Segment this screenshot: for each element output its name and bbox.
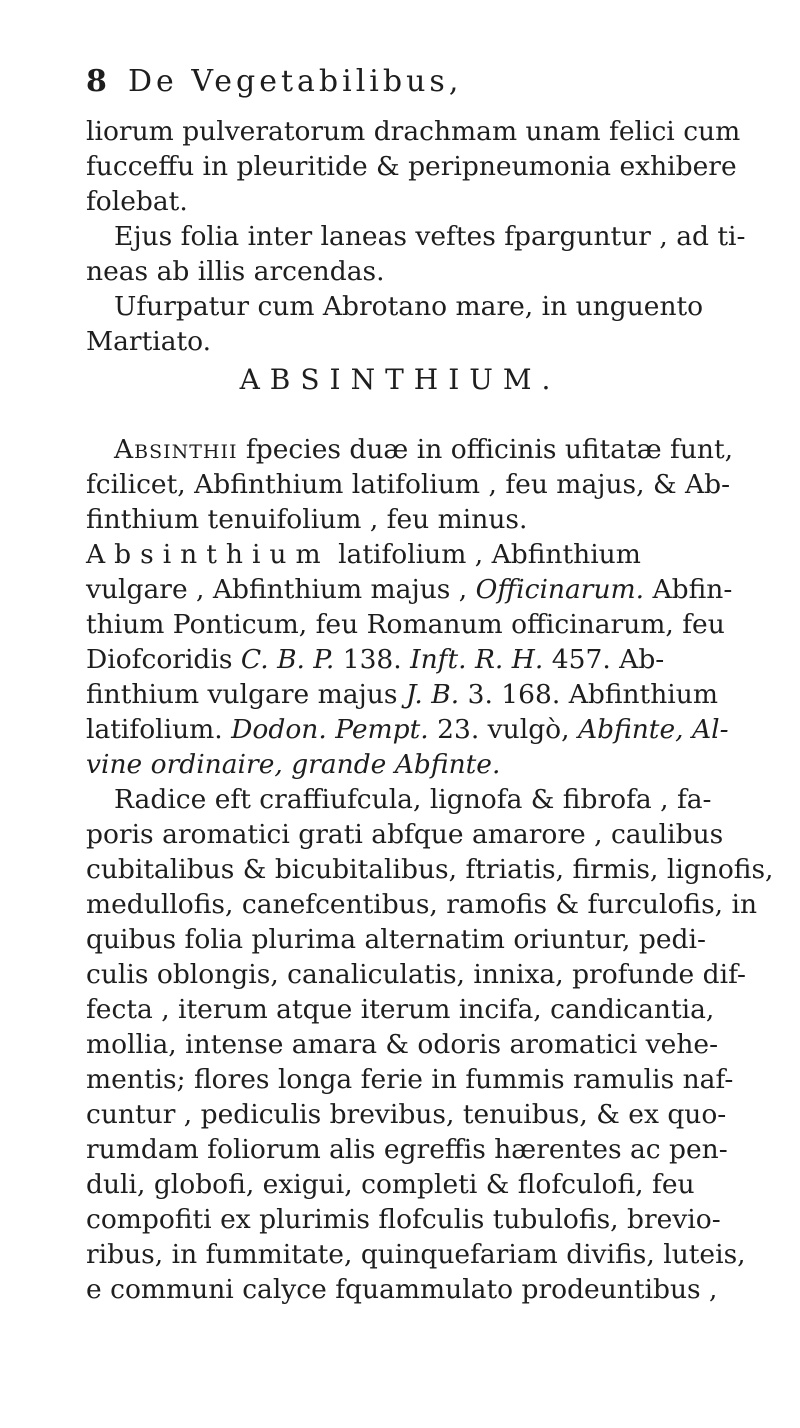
text-line: ribus, in fummitate, quinquefariam divifis, luteis, <box>86 1239 746 1270</box>
text-line: Ufurpatur cum Abrotano mare, in unguento <box>114 291 704 322</box>
text-line: cubitalibus & bicubitalibus, ftriatis, firmis, lignofis, <box>86 854 774 885</box>
text-span: vulgare , Abfinthium majus , <box>86 574 476 605</box>
text-line: mollia, intense amara & odoris aromatici vehe- <box>86 1029 719 1060</box>
text-line: folebat. <box>86 186 188 217</box>
text-line <box>114 433 733 467</box>
text-line: thium Ponticum, feu Romanum officinarum, feu <box>86 609 725 640</box>
page-header <box>86 64 746 104</box>
text-span: fpecies duæ in officinis ufitatæ funt, <box>237 434 734 465</box>
text-line: poris aromatici grati abfque amarore , caulibus <box>86 819 724 850</box>
text-span: Diofcoridis <box>86 644 241 675</box>
text-span: 3. 168. Abfinthium <box>459 679 718 710</box>
text-line: finthium tenuifolium , feu minus. <box>86 504 528 535</box>
text-line: cuntur , pediculis brevibus, tenuibus, & ex quo- <box>86 1099 727 1130</box>
text-line <box>86 643 664 677</box>
text-line: culis oblongis, canaliculatis, innixa, profunde dif- <box>86 959 746 990</box>
text-span: 138. <box>334 644 411 675</box>
text-line <box>86 713 729 747</box>
page-number: 8 <box>86 64 110 99</box>
text-line: neas ab illis arcendas. <box>86 256 385 287</box>
text-line: duli, globofi, exigui, completi & flofculofi, feu <box>86 1169 695 1200</box>
text-line: fcilicet, Abfinthium latifolium , feu majus, & Ab- <box>86 469 731 500</box>
text-line: medullofis, canefcentibus, ramofis & furculofis, in <box>86 889 758 920</box>
text-span: latifolium. <box>86 714 232 745</box>
italic-span: Inft. R. H. <box>410 644 544 675</box>
text-line: Martiato. <box>86 326 212 357</box>
text-line: Ejus folia inter laneas veftes fparguntur , ad ti- <box>114 221 746 252</box>
italic-span: J. B. <box>405 679 460 710</box>
text-line: mentis; flores longa ferie in fummis ramulis naf- <box>86 1064 734 1095</box>
lead-word: Absinthium <box>86 539 330 570</box>
running-title: De Vegetabilibus, <box>128 64 463 99</box>
italic-span: Dodon. Pempt. <box>231 714 429 745</box>
text-span: Abfin- <box>644 574 733 605</box>
text-line <box>86 538 641 572</box>
text-line: quibus folia plurima alternatim oriuntur, pedi- <box>86 924 706 955</box>
text-span: 23. vulgò, <box>428 714 578 745</box>
text-span: 457. Ab- <box>543 644 665 675</box>
text-line: Radice eft craffiufcula, lignofa & fibrofa , fa- <box>114 784 712 815</box>
text-line: e communi calyce fquammulato prodeuntibus , <box>86 1274 718 1305</box>
text-line: vine ordinaire, grande Abfinte. <box>86 749 501 780</box>
italic-span: Abfinte, Al- <box>577 714 729 745</box>
text-line <box>86 573 732 607</box>
text-line <box>86 678 718 712</box>
text-line: compofiti ex plurimis flofculis tubulofis, brevio- <box>86 1204 721 1235</box>
text-line: rumdam foliorum alis egreffis hærentes ac pen- <box>86 1134 728 1165</box>
lead-word: Absinthii <box>114 434 238 465</box>
section-title: ABSINTHIUM. <box>239 363 561 396</box>
text-line: liorum pulveratorum drachmam unam felici cum <box>86 116 741 147</box>
text-line: fucceffu in pleuritide & peripneumonia exhibere <box>86 151 737 182</box>
text-span: finthium vulgare majus <box>86 679 406 710</box>
text-span: latifolium , Abfinthium <box>329 539 641 570</box>
italic-span: Officinarum. <box>475 574 645 605</box>
italic-span: C. B. P. <box>240 644 335 675</box>
text-line: fecta , iterum atque iterum incifa, candicantia, <box>86 994 715 1025</box>
